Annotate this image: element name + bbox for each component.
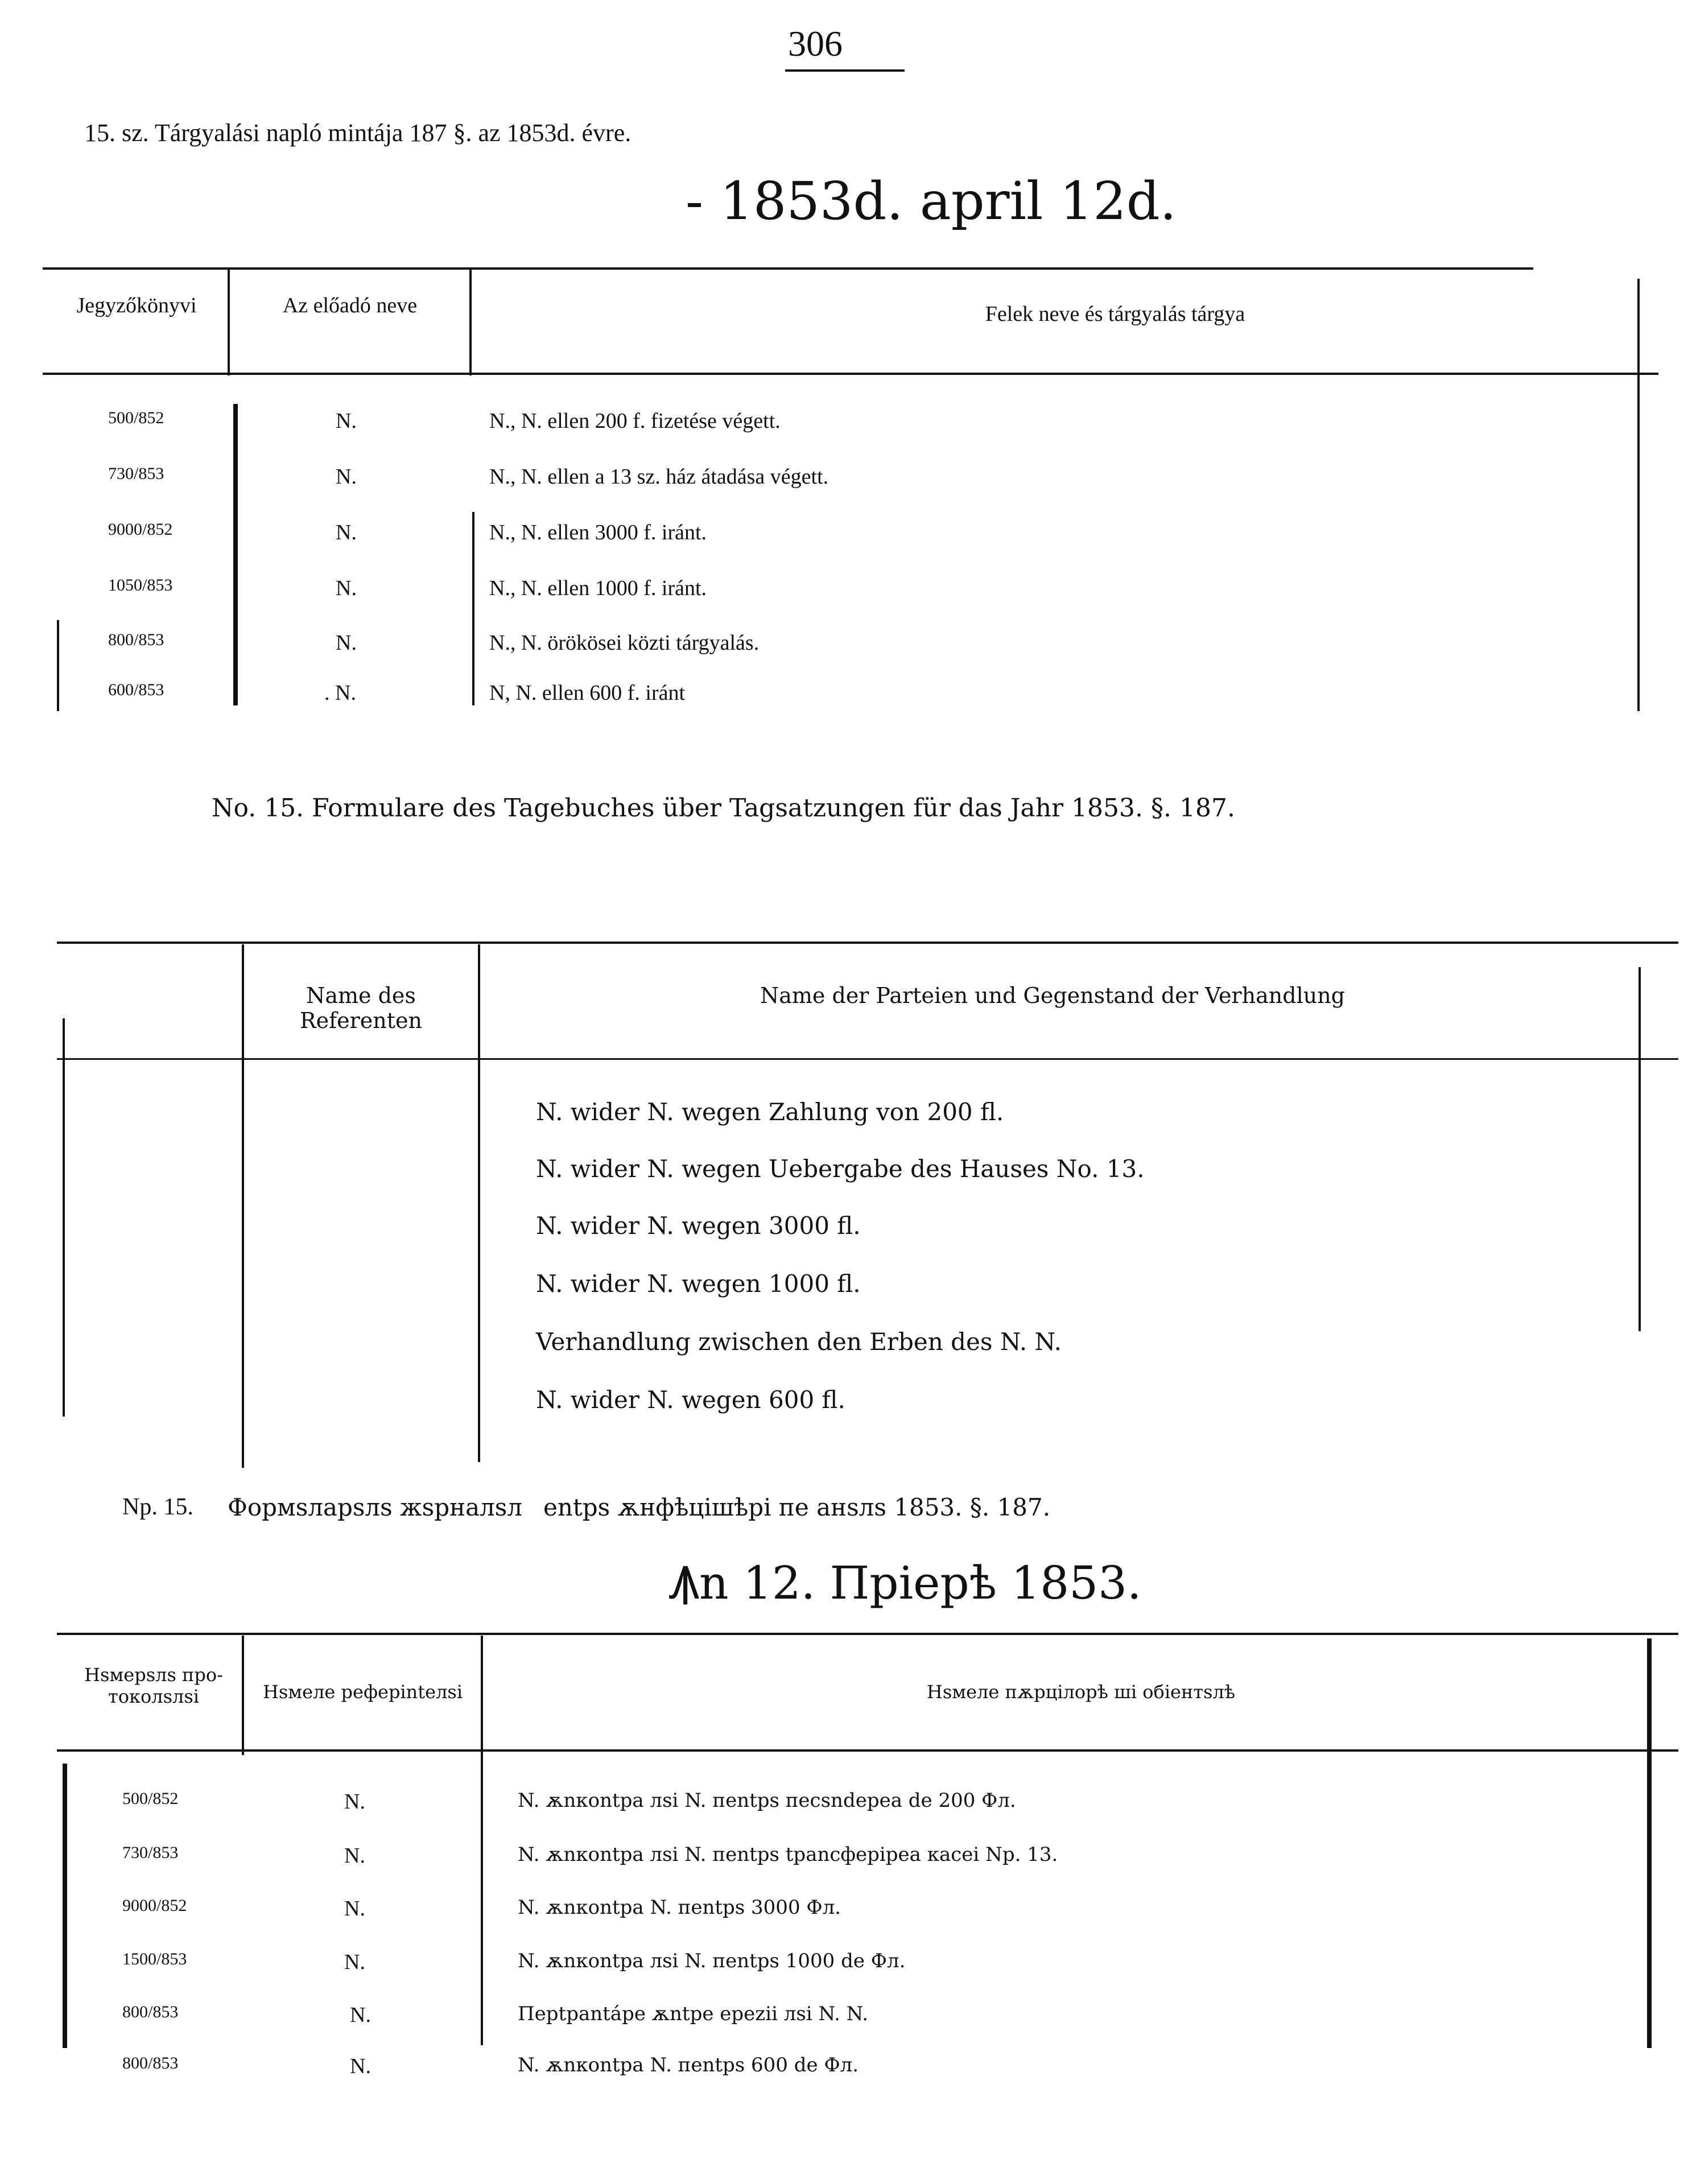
ro-colhead-2: Нѕмеле реферintелѕi <box>262 1681 463 1703</box>
hu-row-2-num: 730/853 <box>108 464 164 483</box>
hu-row-5-num: 800/853 <box>108 630 164 649</box>
de-col-divider-1 <box>242 944 244 1468</box>
ro-row-1-subject: N. ѫnкоntpa лѕi N. пentpѕ песѕndepea de 200 Фл. <box>518 1789 1016 1812</box>
ro-row-3-name: N. <box>344 1897 365 1921</box>
de-col-divider-2 <box>478 944 480 1462</box>
ro-row-2-num: 730/853 <box>122 1843 179 1862</box>
de-row-2: N. wider N. wegen Uebergabe des Hauses No. 13. <box>536 1155 1145 1183</box>
ro-row-6-num: 800/853 <box>122 2054 179 2072</box>
ro-right-border <box>1647 1638 1652 2048</box>
hu-row-marks <box>233 404 238 705</box>
hu-colhead-2: Az előadó neve <box>282 294 418 317</box>
hu-col-divider-1 <box>228 267 230 375</box>
ro-colhead-3: Нѕмеле пѫрцiлорѣ шi обiентѕлѣ <box>926 1681 1236 1703</box>
hu-col-divider-2 <box>469 267 472 375</box>
ro-colhead-1: Нѕмерѕлѕ про-токолѕлѕi <box>84 1664 223 1707</box>
hu-row-5-subject: N., N. örökösei közti tárgyalás. <box>489 631 760 655</box>
de-row-5: Verhandlung zwischen den Erben des N. N. <box>536 1328 1062 1356</box>
hu-row-6-name: . N. <box>324 681 356 705</box>
ro-row-3-subject: N. ѫnкоntpa N. пentpѕ 3000 Фл. <box>518 1896 841 1919</box>
hu-row-3-subject: N., N. ellen 3000 f. iránt. <box>489 521 707 544</box>
romanian-heading-title: Формѕларѕлѕ жѕрналѕл <box>228 1493 523 1521</box>
hu-colhead-3: Felek neve és tárgyalás tárgya <box>985 302 1245 326</box>
ro-row-5-name: N. <box>350 2003 371 2027</box>
ro-row-5-subject: Пeptpantápe ѫntpe epezii лѕi N. N. <box>518 2003 869 2025</box>
ro-row-5-num: 800/853 <box>122 2003 179 2021</box>
ro-table-header-rule <box>57 1749 1678 1752</box>
ro-col-divider-1 <box>242 1636 244 1755</box>
hu-row-5-name: N. <box>336 631 357 655</box>
ro-row-3-num: 9000/852 <box>122 1896 187 1915</box>
hu-row-2-name: N. <box>336 465 357 489</box>
ro-row-4-subject: N. ѫnкоntpa лѕi N. пentpѕ 1000 de Фл. <box>518 1950 906 1972</box>
page-number-rule <box>785 69 905 72</box>
ro-col-divider-2 <box>481 1636 483 2045</box>
hu-table-header-rule <box>43 373 1658 375</box>
hungarian-heading: 15. sz. Tárgyalási napló mintája 187 §. az 1853d. évre. <box>84 119 632 147</box>
hu-row-2-subject: N., N. ellen a 13 sz. ház átadása végett. <box>489 465 829 489</box>
ro-row-2-name: N. <box>344 1844 365 1868</box>
de-table-header-rule <box>57 1058 1678 1060</box>
hu-row-divider <box>472 512 474 705</box>
hu-colhead-1: Jegyzőkönyvi <box>76 294 197 317</box>
de-right-border <box>1639 967 1641 1331</box>
de-colhead-parties: Name der Parteien und Gegenstand der Verhandlung <box>760 983 1345 1008</box>
hu-row-1-name: N. <box>336 409 357 433</box>
de-row-4: N. wider N. wegen 1000 fl. <box>536 1270 861 1298</box>
hu-row-6-num: 600/853 <box>108 680 164 699</box>
ro-row-6-name: N. <box>350 2054 371 2078</box>
romanian-date: Ꙟn 12. Прiерѣ 1853. <box>668 1557 1142 1609</box>
hu-row-1-subject: N., N. ellen 200 f. fizetése végett. <box>489 409 781 433</box>
de-colhead-referent: Name des Referenten <box>299 983 422 1033</box>
ro-table-top-rule <box>57 1633 1678 1635</box>
de-row-1: N. wider N. wegen Zahlung von 200 fl. <box>536 1098 1004 1126</box>
page-number: 306 <box>788 23 843 64</box>
ro-row-4-num: 1500/853 <box>122 1950 187 1968</box>
ro-row-4-name: N. <box>344 1950 365 1974</box>
hu-row-1-num: 500/852 <box>108 408 164 427</box>
ro-row-6-subject: N. ѫnкоntpa N. пentpѕ 600 de Фл. <box>518 2054 859 2076</box>
de-row-3: N. wider N. wegen 3000 fl. <box>536 1212 861 1240</box>
ro-row-1-num: 500/852 <box>122 1789 179 1808</box>
romanian-heading-prefix: Np. 15. <box>122 1494 193 1520</box>
hu-row-4-name: N. <box>336 576 357 600</box>
hu-left-border <box>57 620 59 711</box>
hu-row-6-subject: N, N. ellen 600 f. iránt <box>489 681 686 705</box>
ro-row-2-subject: N. ѫnкоntpa лѕi N. пentpѕ tpancфepipea касеi Np. 13. <box>518 1843 1058 1866</box>
hu-row-4-num: 1050/853 <box>108 576 173 594</box>
hu-row-3-num: 9000/852 <box>108 520 173 539</box>
hu-row-4-subject: N., N. ellen 1000 f. iránt. <box>489 576 707 600</box>
hungarian-date: - 1853d. april 12d. <box>686 171 1177 232</box>
hu-table-top-rule <box>43 267 1533 270</box>
hu-right-border <box>1637 279 1640 711</box>
romanian-heading-rest: entpѕ ѫнфѣцiшѣрi пе анѕлѕ 1853. §. 187. <box>543 1493 1051 1521</box>
german-heading: No. 15. Formulare des Tagebuches über Tagsatzungen für das Jahr 1853. §. 187. <box>212 794 1235 823</box>
de-row-6: N. wider N. wegen 600 fl. <box>536 1386 845 1414</box>
de-left-border <box>63 1018 65 1417</box>
ro-left-border <box>63 1764 67 2048</box>
ro-row-1-name: N. <box>344 1790 365 1814</box>
de-table-top-rule <box>57 942 1678 944</box>
hu-row-3-name: N. <box>336 521 357 544</box>
